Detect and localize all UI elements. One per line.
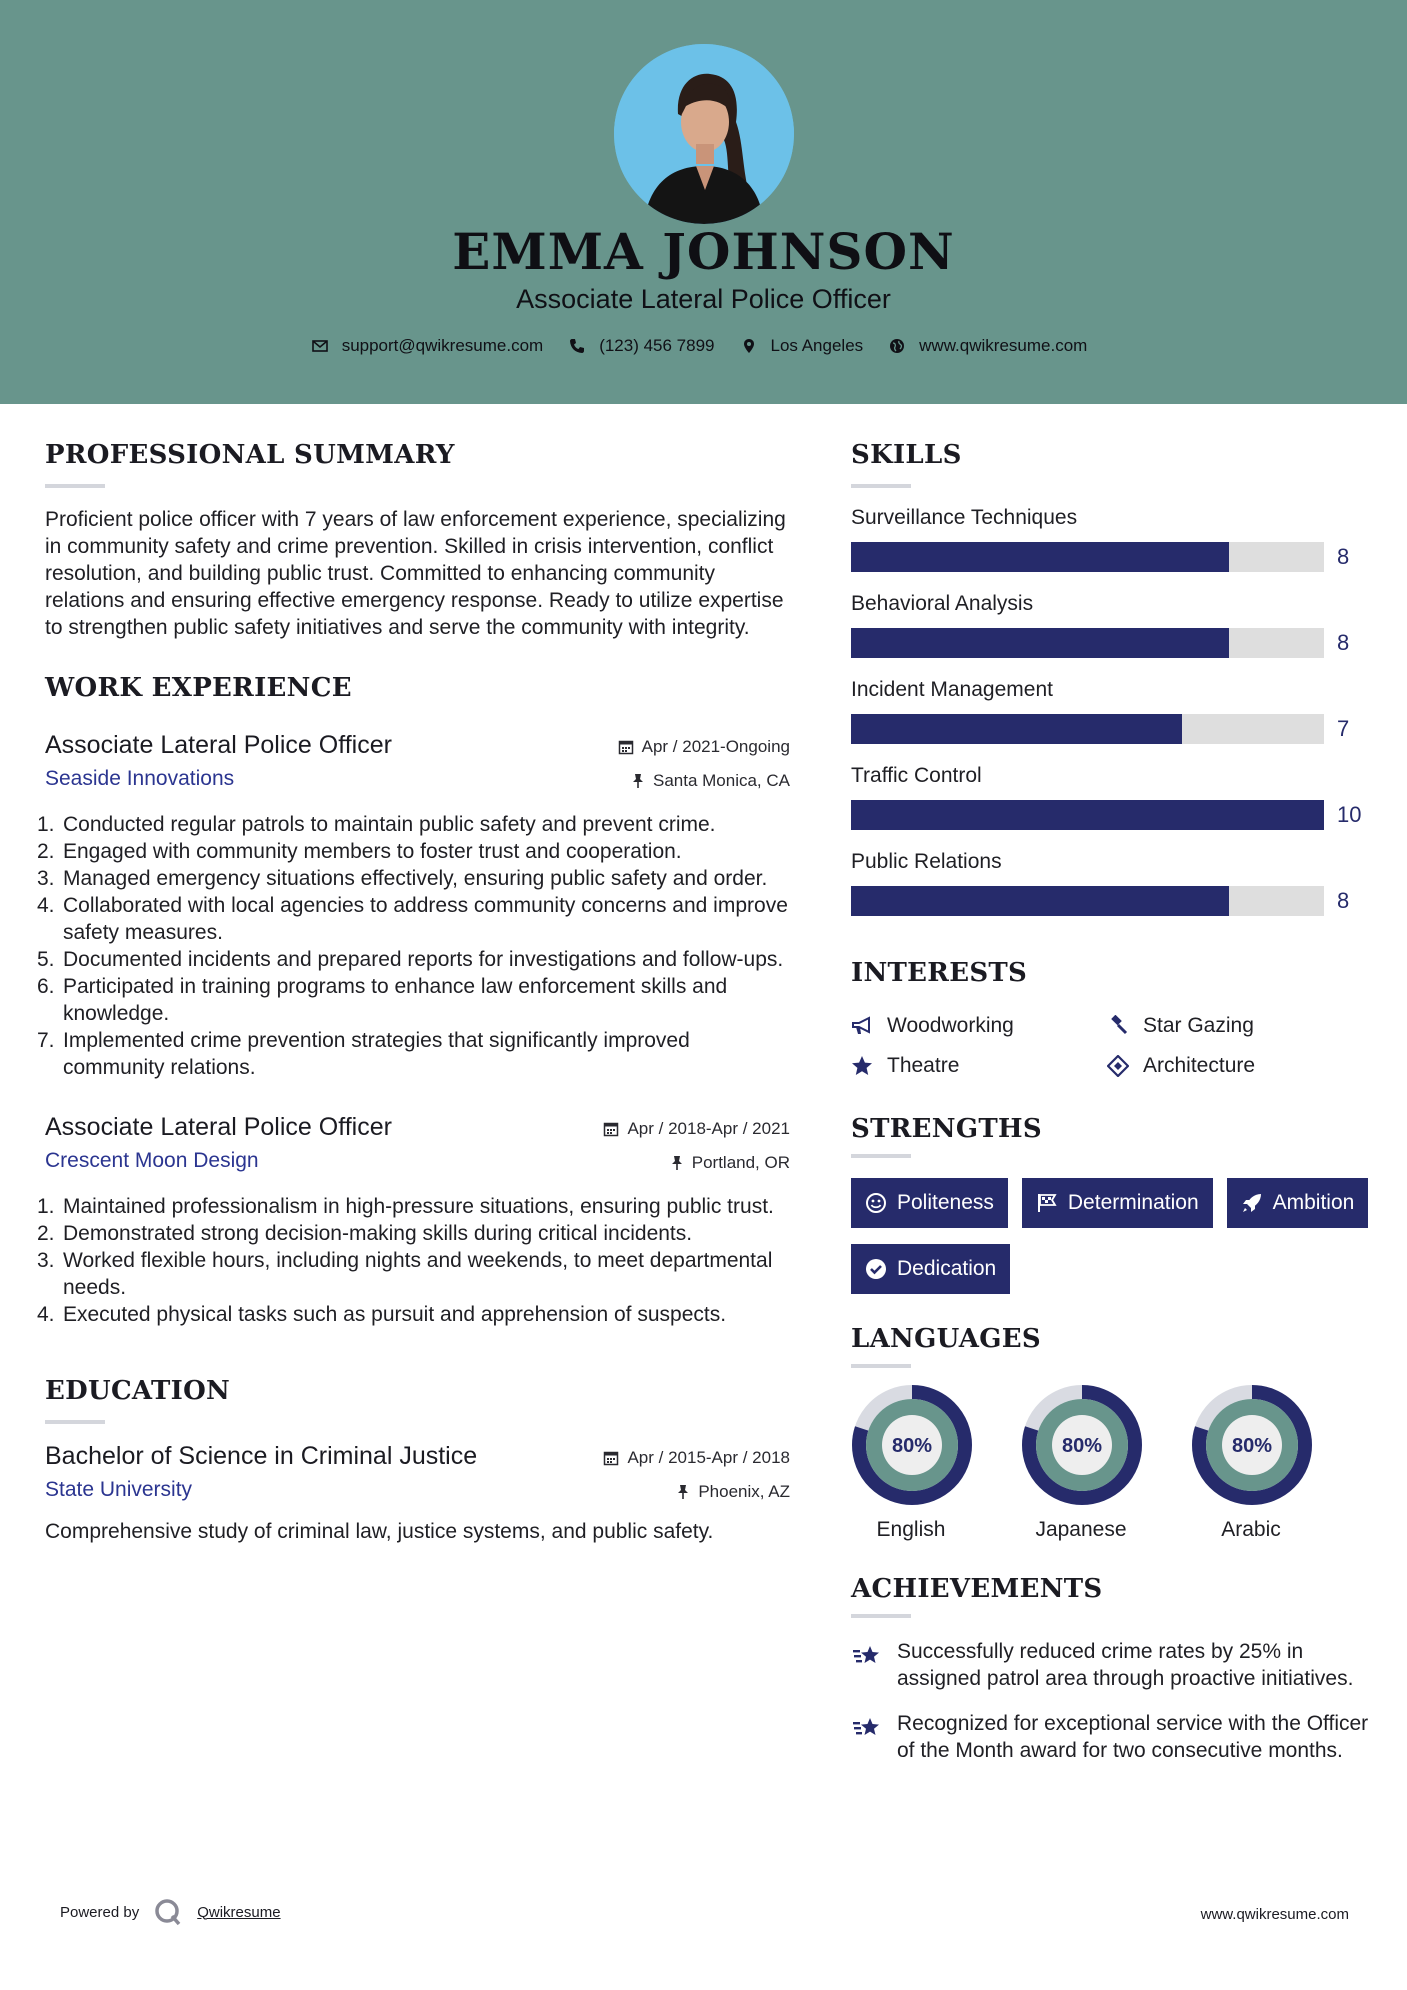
list-item: 1. Maintained professionalism in high-pressure situations, ensuring public trust. (37, 1195, 774, 1218)
language-name: English (876, 1518, 946, 1541)
map-pin-icon (741, 338, 757, 354)
strength-label: Politeness (897, 1191, 994, 1214)
strengths-title: STRENGTHS (851, 1114, 1042, 1144)
skill-name: Traffic Control (851, 764, 982, 787)
job-location (670, 1153, 790, 1173)
interest-label: Woodworking (887, 1014, 1014, 1037)
job-company: Seaside Innovations (45, 767, 235, 790)
skill-name: Public Relations (851, 850, 1002, 873)
shooting-star-icon (851, 1640, 883, 1672)
contact-phone[interactable] (569, 336, 714, 356)
job-date-text: Apr / 2021-Ongoing (641, 737, 790, 756)
candidate-name: EMMA JOHNSON (452, 222, 955, 281)
language-percent: 80% (1231, 1435, 1273, 1457)
language-progress-ring (1021, 1384, 1143, 1506)
skill-bar-fill (851, 714, 1182, 744)
skill-item (851, 850, 1371, 936)
job-location-text: Santa Monica, CA (652, 771, 790, 790)
skill-bar-fill (851, 628, 1229, 658)
skills-title: SKILLS (851, 440, 962, 470)
education-title: EDUCATION (45, 1376, 231, 1406)
skills-list (851, 506, 1371, 936)
job-location (631, 771, 790, 791)
achievement-text: Successfully reduced crime rates by 25% in assigned patrol area through proactive initiatives. (897, 1640, 1354, 1690)
list-item: 1. Conducted regular patrols to maintain public safety and prevent crime. (37, 813, 716, 836)
contact-location-text: Los Angeles (770, 336, 864, 355)
contact-email[interactable] (312, 336, 544, 356)
qwikresume-logo-icon (153, 1897, 183, 1927)
strengths-list (851, 1178, 1371, 1294)
interest-item (851, 1054, 1107, 1078)
language-item (1021, 1384, 1141, 1542)
left-column (37, 440, 790, 1545)
pushpin-icon (631, 773, 645, 789)
achievement-item (851, 1710, 1371, 1764)
globe-icon (889, 338, 905, 354)
phone-icon (569, 338, 585, 354)
education-location-text: Phoenix, AZ (698, 1482, 790, 1501)
section-divider (851, 484, 911, 488)
section-divider (851, 1614, 911, 1618)
skill-bar-track (851, 628, 1324, 658)
language-item (1191, 1384, 1311, 1542)
language-item (851, 1384, 971, 1542)
interest-item (851, 1014, 1107, 1038)
list-item: 7. Implemented crime prevention strategies that significantly improved community relations. (37, 1029, 690, 1079)
skill-bar-track (851, 542, 1324, 572)
section-divider (851, 1364, 911, 1368)
contact-email-text: support@qwikresume.com (341, 336, 544, 355)
right-column (851, 440, 1371, 1782)
check-circle-icon (865, 1258, 887, 1280)
languages-title: LANGUAGES (851, 1324, 1041, 1354)
ticket-icon (1107, 1055, 1129, 1077)
skill-value: 8 (1337, 544, 1350, 569)
strengths-section (851, 1114, 1371, 1294)
skill-bar-fill (851, 886, 1229, 916)
language-percent: 80% (891, 1435, 933, 1457)
list-item: 3. Worked flexible hours, including nights and weekends, to meet departmental needs. (37, 1249, 773, 1299)
achievements-title: ACHIEVEMENTS (851, 1574, 1103, 1604)
section-divider (45, 484, 105, 488)
gavel-icon (1107, 1015, 1129, 1037)
skill-item (851, 506, 1371, 592)
list-item: 4. Collaborated with local agencies to address community concerns and improve safety measures. (37, 894, 788, 944)
education-section (45, 1376, 790, 1545)
pushpin-icon (670, 1155, 684, 1171)
rocket-icon (1241, 1192, 1263, 1214)
skill-bar-track (851, 886, 1324, 916)
interest-label: Architecture (1143, 1054, 1256, 1077)
section-divider (45, 1420, 105, 1424)
section-divider (851, 1154, 911, 1158)
languages-list (851, 1384, 1371, 1542)
degree-title: Bachelor of Science in Criminal Justice (45, 1442, 478, 1470)
calendar-icon (603, 1450, 619, 1466)
skill-value: 8 (1337, 888, 1350, 913)
education-date (603, 1448, 790, 1468)
strength-label: Ambition (1272, 1191, 1355, 1214)
list-item: 2. Demonstrated strong decision-making skills during critical incidents. (37, 1222, 693, 1245)
pushpin-icon (676, 1484, 690, 1500)
list-item: 4. Executed physical tasks such as pursuit and apprehension of suspects. (37, 1303, 727, 1326)
interest-item (1107, 1054, 1363, 1078)
envelope-icon (312, 338, 328, 354)
contact-website[interactable] (889, 336, 1087, 356)
strength-label: Dedication (897, 1257, 997, 1280)
strength-chip (851, 1178, 1008, 1228)
flag-icon (1036, 1192, 1058, 1214)
megaphone-icon (851, 1015, 873, 1037)
calendar-icon (618, 739, 634, 755)
list-item: 3. Managed emergency situations effectively, ensuring public safety and order. (37, 867, 768, 890)
interest-item (1107, 1014, 1363, 1038)
job-title: Associate Lateral Police Officer (45, 731, 392, 759)
education-date-text: Apr / 2015-Apr / 2018 (627, 1448, 790, 1467)
job-date-text: Apr / 2018-Apr / 2021 (627, 1119, 790, 1138)
strength-chip (1022, 1178, 1213, 1228)
star-icon (851, 1055, 873, 1077)
languages-section (851, 1324, 1371, 1542)
profile-photo-icon (614, 44, 794, 224)
calendar-icon (603, 1121, 619, 1137)
list-item: 2. Engaged with community members to foster trust and cooperation. (37, 840, 682, 863)
skill-name: Incident Management (851, 678, 1053, 701)
skill-value: 10 (1337, 802, 1362, 827)
footer-powered-by (60, 1897, 281, 1927)
smile-icon (865, 1192, 887, 1214)
contact-website-text: www.qwikresume.com (919, 336, 1088, 355)
shooting-star-icon (851, 1712, 883, 1744)
achievement-text: Recognized for exceptional service with the Officer of the Month award for two consecutive months. (897, 1712, 1369, 1762)
language-name: Japanese (1035, 1518, 1127, 1541)
language-progress-ring (1191, 1384, 1313, 1506)
job-date (618, 737, 790, 757)
achievements-section (851, 1574, 1371, 1764)
skill-bar-track (851, 800, 1324, 830)
job-company: Crescent Moon Design (45, 1149, 259, 1172)
skill-bar-track (851, 714, 1324, 744)
job-location-text: Portland, OR (691, 1153, 790, 1172)
job-date (603, 1119, 790, 1139)
skill-bar-fill (851, 542, 1229, 572)
job-duties-list (37, 811, 790, 1081)
candidate-role: Associate Lateral Police Officer (516, 284, 891, 314)
skill-value: 7 (1337, 716, 1350, 741)
job-entry (37, 731, 790, 1081)
skills-section (851, 440, 1371, 936)
job-entry (37, 1113, 790, 1328)
skill-item (851, 764, 1371, 850)
list-item: 6. Participated in training programs to enhance law enforcement skills and knowledge. (37, 975, 728, 1025)
achievements-list (851, 1638, 1371, 1764)
avatar (614, 44, 794, 224)
skill-name: Behavioral Analysis (851, 592, 1034, 615)
skill-bar-fill (851, 800, 1324, 830)
job-title: Associate Lateral Police Officer (45, 1113, 392, 1141)
summary-section (45, 440, 790, 641)
skill-item (851, 678, 1371, 764)
interest-label: Star Gazing (1143, 1014, 1254, 1037)
experience-section (37, 673, 790, 1328)
footer-website-link[interactable]: www.qwikresume.com (1200, 1906, 1349, 1923)
skill-item (851, 592, 1371, 678)
summary-title: PROFESSIONAL SUMMARY (45, 440, 455, 470)
summary-text: Proficient police officer with 7 years of law enforcement experience, specializing in community safety and crime prevention. Skilled in crisis intervention, conflict resolution, and building public trust. Committed to enhancing community relations and ensuring effective emergency response. Ready to utilize expertise to strengthen public safety initiatives and serve the community with integrity. (45, 508, 786, 639)
language-name: Arabic (1221, 1518, 1281, 1541)
achievement-item (851, 1638, 1371, 1692)
experience-title: WORK EXPERIENCE (45, 673, 352, 703)
resume-header (0, 0, 1407, 404)
skill-name: Surveillance Techniques (851, 506, 1078, 529)
contact-row (0, 336, 1407, 356)
interests-grid (851, 1014, 1371, 1078)
strength-chip (851, 1244, 1010, 1294)
job-duties-list (37, 1193, 790, 1328)
strength-chip (1227, 1178, 1369, 1228)
education-location (676, 1482, 790, 1502)
list-item: 5. Documented incidents and prepared reports for investigations and follow-ups. (37, 948, 784, 971)
school-name: State University (45, 1478, 193, 1501)
strength-label: Determination (1067, 1191, 1199, 1214)
contact-phone-text: (123) 456 7899 (599, 336, 715, 355)
language-percent: 80% (1061, 1435, 1103, 1457)
skill-value: 8 (1337, 630, 1350, 655)
interests-section (851, 958, 1371, 1078)
powered-by-label: Powered by (60, 1903, 140, 1921)
contact-location (741, 336, 864, 356)
language-progress-ring (851, 1384, 973, 1506)
interest-label: Theatre (887, 1054, 960, 1077)
interests-title: INTERESTS (851, 958, 1028, 988)
education-description: Comprehensive study of criminal law, justice systems, and public safety. (45, 1520, 714, 1543)
footer-brand-link[interactable]: Qwikresume (197, 1903, 281, 1921)
